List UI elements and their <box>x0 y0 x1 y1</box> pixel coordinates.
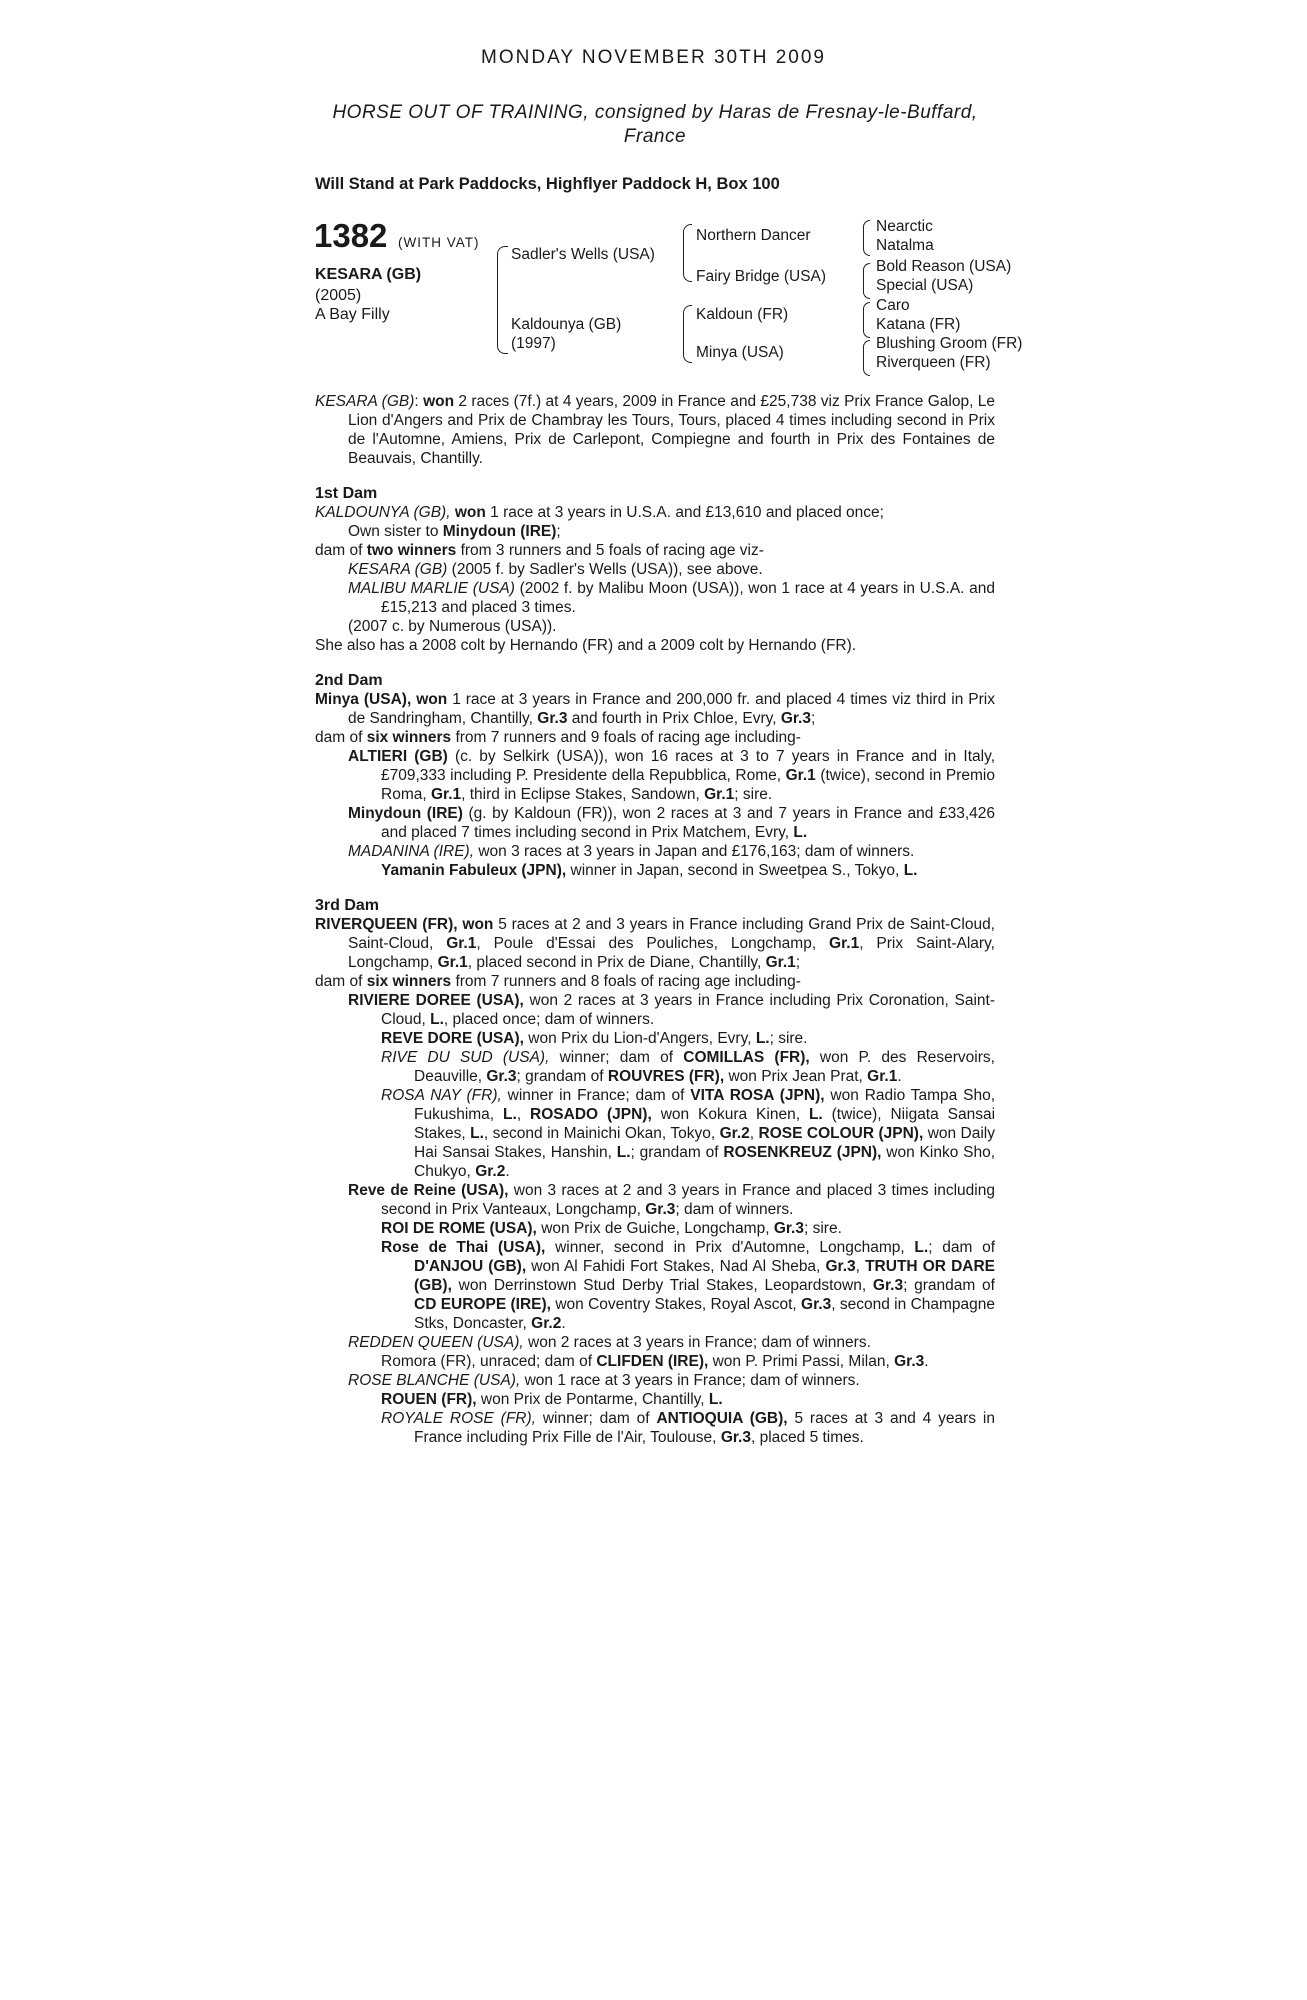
rds-t1: winner; dam of <box>559 1049 674 1066</box>
record-won: won <box>423 393 455 410</box>
td-runners-foals: from 7 runners and 8 foals of racing age including- <box>455 973 801 990</box>
rn-gr2b: Gr.2 <box>475 1163 506 1180</box>
rds-t4: won Prix Jean Prat, <box>728 1068 863 1085</box>
minydoun-listed: L. <box>793 824 808 841</box>
reve-sire: ; sire. <box>769 1030 808 1047</box>
rn-t1: winner in France; dam of <box>507 1087 685 1104</box>
produce-riviere-doree <box>315 991 995 1029</box>
pedigree-ssd: Natalma <box>876 237 934 254</box>
produce-rosa-nay: ROSA NAY (FR), winner in France; dam of VITA ROSA (JPN), won Radio Tampa Sho, Fukushima, L., ROSADO (JPN), won Kokura Kinen, L. (twice), Niigata Sansai Stakes, L., second in Mainichi Okan, Tokyo, Gr.2, ROSE COLOUR (JPN), won Daily Hai Sansai Stakes, Hanshin, L.; grandam of ROSENKREUZ (JPN), won Kinko Sho, Chukyo, Gr.2. <box>381 1087 996 1180</box>
produce-reve-dore <box>315 1029 995 1048</box>
td-t4: , placed second in Prix de Diane, Chantilly, <box>467 954 762 971</box>
produce-romora <box>315 1352 995 1371</box>
record-horse-name: KESARA (GB) <box>315 393 415 410</box>
rt-t1: winner, second in Prix d'Automne, Longchamp, <box>555 1239 905 1256</box>
reve-name: REVE DORE (USA), <box>381 1030 524 1047</box>
vat-note: (WITH VAT) <box>398 235 480 250</box>
altieri-t2: (twice), second in Premio Roma, <box>381 767 995 803</box>
catalogue-body <box>315 392 995 1447</box>
rt-name: Rose de Thai (USA), <box>381 1239 546 1256</box>
roi-text: won Prix de Guiche, Longchamp, <box>541 1220 770 1237</box>
rn-t7: ; grandam of <box>630 1144 719 1161</box>
sd-t1: 1 race at 3 years in France and 200,000 fr. and placed 4 times viz third in Prix de Sandringham, Chantilly, <box>348 691 995 727</box>
antioquia: ANTIOQUIA (GB), <box>656 1410 788 1427</box>
sd-name: Minya (USA), <box>315 691 412 708</box>
pedigree-dam-sire: Kaldoun (FR) <box>696 306 789 323</box>
rb-text: won 1 race at 3 years in France; dam of winners. <box>524 1372 860 1389</box>
rt-gr3b: Gr.3 <box>872 1277 904 1294</box>
second-dam-heading: 2nd Dam <box>315 672 383 689</box>
altieri-t1: (c. by Selkirk (USA)), won 16 races at 3 to 7 years in France and in Italy, £709,333 including P. Presidente della Repubblica, Rome, <box>381 748 995 784</box>
pedigree-dds: Blushing Groom (FR) <box>876 335 1023 352</box>
romora-period: . <box>924 1353 929 1370</box>
sd-gr3: Gr.3 <box>537 710 568 727</box>
produce-rive-du-sud <box>315 1048 995 1086</box>
pedigree-bracket-dd <box>863 340 870 376</box>
redden-text: won 2 races at 3 years in France; dam of winners. <box>528 1334 871 1351</box>
fd-winners-count: two winners <box>366 542 457 559</box>
pedigree-sire-dam: Fairy Bridge (USA) <box>696 268 827 285</box>
td-gr1a: Gr.1 <box>446 935 477 952</box>
sd-semi: ; <box>811 710 816 727</box>
roi-gr3: Gr.3 <box>773 1220 804 1237</box>
rouen-name: ROUEN (FR), <box>381 1391 477 1408</box>
produce-reve-de-reine <box>315 1181 995 1219</box>
rds-t3: ; grandam of <box>516 1068 604 1085</box>
romora-gr3: Gr.3 <box>894 1353 925 1370</box>
clifden: CLIFDEN (IRE), <box>596 1353 709 1370</box>
truth-or-dare: TRUTH OR DARE (GB), <box>414 1258 996 1294</box>
pedigree-sss: Nearctic <box>876 218 933 235</box>
romora-text: Romora (FR), unraced; dam of <box>381 1353 593 1370</box>
royale-t2: 5 races at 3 and 4 years in France including Prix Fille de l'Air, Toulouse, <box>414 1410 995 1446</box>
produce-rose-de-thai: Rose de Thai (USA), winner, second in Prix d'Automne, Longchamp, L.; dam of D'ANJOU (GB), won Al Fahidi Fort Stakes, Nad Al Sheba, Gr.3, TRUTH OR DARE (GB), won Derrinstown Stud Derby Trial Stakes, Leopardstown, Gr.3; grandam of CD EUROPE (IRE), won Coventry Stakes, Royal Ascot, Gr.3, second in Champagne Stks, Doncaster, Gr.2. <box>381 1239 996 1332</box>
produce-kesara <box>315 560 995 579</box>
rt-t2: ; dam of <box>928 1239 996 1256</box>
fd-dam-of: dam of <box>315 542 363 559</box>
altieri-name: ALTIERI (GB) <box>348 748 448 765</box>
rt-gr3c: Gr.3 <box>801 1296 832 1313</box>
pedigree-ddd: Riverqueen (FR) <box>876 354 991 371</box>
rouvres: ROUVRES (FR), <box>607 1068 725 1085</box>
rds-name: RIVE DU SUD (USA), <box>381 1049 550 1066</box>
pedigree-dam-year: (1997) <box>511 335 556 352</box>
produce-altieri <box>315 747 995 804</box>
horse-description: A Bay Filly <box>315 306 390 323</box>
reve-listed: L. <box>755 1030 770 1047</box>
third-dam-record <box>315 915 995 972</box>
yamanin-listed: L. <box>903 862 918 879</box>
minydoun-name: Minydoun (IRE) <box>348 805 463 822</box>
madanina-name: MADANINA (IRE), <box>348 843 475 860</box>
rn-listed4: L. <box>616 1144 631 1161</box>
p1-text: (2005 f. by Sadler's Wells (USA)), see above. <box>451 561 763 578</box>
third-dam-produce-summary <box>315 972 995 991</box>
second-dam-record <box>315 690 995 728</box>
produce-minydoun <box>315 804 995 842</box>
pedigree-bracket-sire <box>683 224 692 282</box>
fd-runners-foals: from 3 runners and 5 foals of racing age viz- <box>460 542 764 559</box>
td-dam-of: dam of <box>315 973 363 990</box>
sd-gr3b: Gr.3 <box>780 710 811 727</box>
third-dam-heading: 3rd Dam <box>315 897 380 914</box>
danjou: D'ANJOU (GB), <box>414 1258 527 1275</box>
rr-gr3: Gr.3 <box>645 1201 676 1218</box>
first-dam-won: won <box>454 504 486 521</box>
produce-madanina <box>315 842 995 861</box>
pedigree-bracket-sd <box>863 263 870 299</box>
rouen-listed: L. <box>708 1391 723 1408</box>
redden-name: REDDEN QUEEN (USA), <box>348 1334 524 1351</box>
record-text: 2 races (7f.) at 4 years, 2009 in France and £25,738 viz Prix France Galop, Le Lion d'Angers and Prix de Chambray les Tours, Tours, placed 4 times including second in Prix de l'Automne, Amiens, Prix de Carlepont, Compiegne and fourth in Prix des Fontaines de Beauvais, Chantilly. <box>348 393 995 467</box>
own-sister-line: Own sister to Minydoun (IRE); <box>348 523 561 540</box>
pedigree-sire-sire: Northern Dancer <box>696 227 811 244</box>
rn-t4: (twice), Niigata Sansai Stakes, <box>414 1106 996 1142</box>
rn-t8: won Kinko Sho, Chukyo, <box>414 1144 995 1180</box>
rr-text: won 3 races at 2 and 3 years in France and placed 3 times including second in Prix Vanteaux, Longchamp, <box>381 1182 995 1218</box>
rt-gr3a: Gr.3 <box>825 1258 856 1275</box>
sale-date-heading: MONDAY NOVEMBER 30TH 2009 <box>481 47 826 68</box>
rouen-text: won Prix de Pontarme, Chantilly, <box>480 1391 705 1408</box>
rn-listed1: L. <box>503 1106 517 1123</box>
yamanin-text: winner in Japan, second in Sweetpea S., Tokyo, <box>570 862 900 879</box>
rr-name: Reve de Reine (USA), <box>348 1182 509 1199</box>
sd-runners-foals: from 7 runners and 9 foals of racing age including- <box>455 729 801 746</box>
royale-t1: winner; dam of <box>542 1410 650 1427</box>
pedigree-sds: Bold Reason (USA) <box>876 258 1012 275</box>
vita-rosa: VITA ROSA (JPN), <box>690 1087 825 1104</box>
altieri-gr1b: Gr.1 <box>430 786 462 803</box>
rd-text: won 2 races at 3 years in France including Prix Coronation, Saint-Cloud, <box>381 992 995 1028</box>
pedigree-bracket-gen1 <box>497 246 508 354</box>
first-dam-produce-summary <box>315 541 995 560</box>
stabling-location: Will Stand at Park Paddocks, Highflyer Paddock H, Box 100 <box>315 175 780 193</box>
horse-name: KESARA (GB) <box>315 266 422 283</box>
second-dam-produce-summary <box>315 728 995 747</box>
first-dam-closing: She also has a 2008 colt by Hernando (FR) and a 2009 colt by Hernando (FR). <box>315 637 857 654</box>
rt-t7: , second in Champagne Stks, Doncaster, <box>414 1296 996 1332</box>
produce-yamanin <box>315 861 995 880</box>
race-record: KESARA (GB): won 2 races (7f.) at 4 years, 2009 in France and £25,738 viz Prix France Galop, Le Lion d'Angers and Prix de Chambray les Tours, Tours, placed 4 times including second in Prix de l'Automne, Amiens, Prix de Carlepont, Compiegne and fourth in Prix des Fontaines de Beauvais, Chantilly. <box>315 393 995 467</box>
p1-name: KESARA (GB) <box>348 561 448 578</box>
p2-text: (2002 f. by Malibu Moon (USA)), won 1 race at 4 years in U.S.A. and £15,213 and placed 3 times. <box>381 580 995 616</box>
pedigree-dss: Caro <box>876 297 910 314</box>
rr-dam-winners: ; dam of winners. <box>675 1201 794 1218</box>
rd-listed: L. <box>430 1011 444 1028</box>
td-name: RIVERQUEEN (FR), <box>315 916 458 933</box>
rd-name: RIVIERE DOREE (USA), <box>348 992 524 1009</box>
rn-period: . <box>505 1163 510 1180</box>
rosenkreuz: ROSENKREUZ (JPN), <box>723 1144 882 1161</box>
produce-rouen <box>315 1390 995 1409</box>
td-won: won <box>462 916 494 933</box>
pedigree-bracket-dam <box>683 305 692 363</box>
rn-t3: won Kokura Kinen, <box>660 1106 801 1123</box>
own-sister-name: Minydoun (IRE) <box>442 523 557 540</box>
rt-t5: ; grandam of <box>903 1277 995 1294</box>
rds-gr3: Gr.3 <box>486 1068 517 1085</box>
produce-royale-rose <box>315 1409 995 1447</box>
rn-name: ROSA NAY (FR), <box>381 1087 502 1104</box>
pedigree-dsd: Katana (FR) <box>876 316 961 333</box>
pedigree-bracket-ds <box>863 302 870 338</box>
altieri-t3: , third in Eclipse Stakes, Sandown, <box>461 786 700 803</box>
td-gr1b: Gr.1 <box>829 935 860 952</box>
consignment-subtitle: HORSE OUT OF TRAINING, consigned by Haras de Fresnay-le-Buffard, France <box>332 102 978 147</box>
royale-name: ROYALE ROSE (FR), <box>381 1410 536 1427</box>
produce-malibu <box>315 579 995 617</box>
first-dam-name: KALDOUNYA (GB), <box>315 504 451 521</box>
rds-t2: won P. des Reservoirs, Deauville, <box>414 1049 995 1085</box>
td-winners-count: six winners <box>366 973 452 990</box>
royale-t3: , placed 5 times. <box>750 1429 864 1446</box>
rosado: ROSADO (JPN), <box>530 1106 652 1123</box>
pedigree-sire: Sadler's Wells (USA) <box>511 246 655 263</box>
rn-t5: , second in Mainichi Okan, Tokyo, <box>483 1125 716 1142</box>
pedigree-sdd: Special (USA) <box>876 277 974 294</box>
own-sister-text: Own sister to <box>348 523 439 540</box>
royale-gr3: Gr.3 <box>720 1429 751 1446</box>
rn-listed2: L. <box>808 1106 823 1123</box>
roi-name: ROI DE ROME (USA), <box>381 1220 537 1237</box>
horse-year: (2005) <box>315 287 362 304</box>
first-dam-text: 1 race at 3 years in U.S.A. and £13,610 and placed once; <box>490 504 884 521</box>
td-gr1c: Gr.1 <box>437 954 468 971</box>
rose-colour: ROSE COLOUR (JPN), <box>758 1125 924 1142</box>
produce-roi-de-rome <box>315 1219 995 1238</box>
first-dam-heading: 1st Dam <box>315 485 378 502</box>
madanina-text: won 3 races at 3 years in Japan and £176,163; dam of winners. <box>478 843 915 860</box>
altieri-t4: ; sire. <box>734 786 773 803</box>
roi-sire: ; sire. <box>804 1220 842 1237</box>
first-dam-record <box>315 503 995 522</box>
p2-name: MALIBU MARLIE (USA) <box>348 580 515 597</box>
produce-2007: (2007 c. by Numerous (USA)). <box>348 618 557 635</box>
sd-winners-count: six winners <box>366 729 452 746</box>
rn-t6: won Daily Hai Sansai Stakes, Hanshin, <box>414 1125 996 1161</box>
produce-redden-queen <box>315 1333 995 1352</box>
cd-europe: CD EUROPE (IRE), <box>414 1296 551 1313</box>
comillas: COMILLAS (FR), <box>683 1049 810 1066</box>
td-t1: 5 races at 2 and 3 years in France including Grand Prix de Saint-Cloud, Saint-Cloud, <box>348 916 995 952</box>
td-gr1d: Gr.1 <box>765 954 796 971</box>
td-semi: ; <box>795 954 801 971</box>
rn-t2: won Radio Tampa Sho, Fukushima, <box>414 1087 996 1123</box>
td-t3: , Prix Saint-Alary, Longchamp, <box>348 935 995 971</box>
rds-gr1: Gr.1 <box>867 1068 898 1085</box>
pedigree-dam-dam: Minya (USA) <box>696 344 784 361</box>
yamanin-name: Yamanin Fabuleux (JPN), <box>381 862 567 879</box>
sd-won: won <box>416 691 448 708</box>
rb-name: ROSE BLANCHE (USA), <box>348 1372 521 1389</box>
lot-number: 1382 <box>314 217 388 254</box>
rt-period: . <box>561 1315 566 1332</box>
altieri-gr1a: Gr.1 <box>785 767 816 784</box>
rt-listed: L. <box>914 1239 929 1256</box>
rd-text2: , placed once; dam of winners. <box>443 1011 655 1028</box>
reve-text: won Prix du Lion-d'Angers, Evry, <box>528 1030 752 1047</box>
td-t2: , Poule d'Essai des Pouliches, Longchamp, <box>476 935 817 952</box>
pedigree-dam: Kaldounya (GB) <box>511 316 622 333</box>
rn-listed3: L. <box>470 1125 484 1142</box>
pedigree-bracket-ss <box>863 220 870 256</box>
rds-period: . <box>897 1068 902 1085</box>
sd-t2: and fourth in Prix Chloe, Evry, <box>571 710 777 727</box>
rt-gr2: Gr.2 <box>531 1315 562 1332</box>
romora-t2: won P. Primi Passi, Milan, <box>712 1353 890 1370</box>
rt-t6: won Coventry Stakes, Royal Ascot, <box>555 1296 797 1313</box>
rt-t4: won Derrinstown Stud Derby Trial Stakes, Leopardstown, <box>458 1277 867 1294</box>
minydoun-text: (g. by Kaldoun (FR)), won 2 races at 3 and 7 years in France and £33,426 and placed 7 times including second in Prix Matchem, Evry, <box>381 805 995 841</box>
rn-gr2a: Gr.2 <box>719 1125 750 1142</box>
sd-dam-of: dam of <box>315 729 363 746</box>
produce-rose-blanche <box>315 1371 995 1390</box>
altieri-gr1c: Gr.1 <box>704 786 735 803</box>
rt-t3: won Al Fahidi Fort Stakes, Nad Al Sheba, <box>531 1258 821 1275</box>
